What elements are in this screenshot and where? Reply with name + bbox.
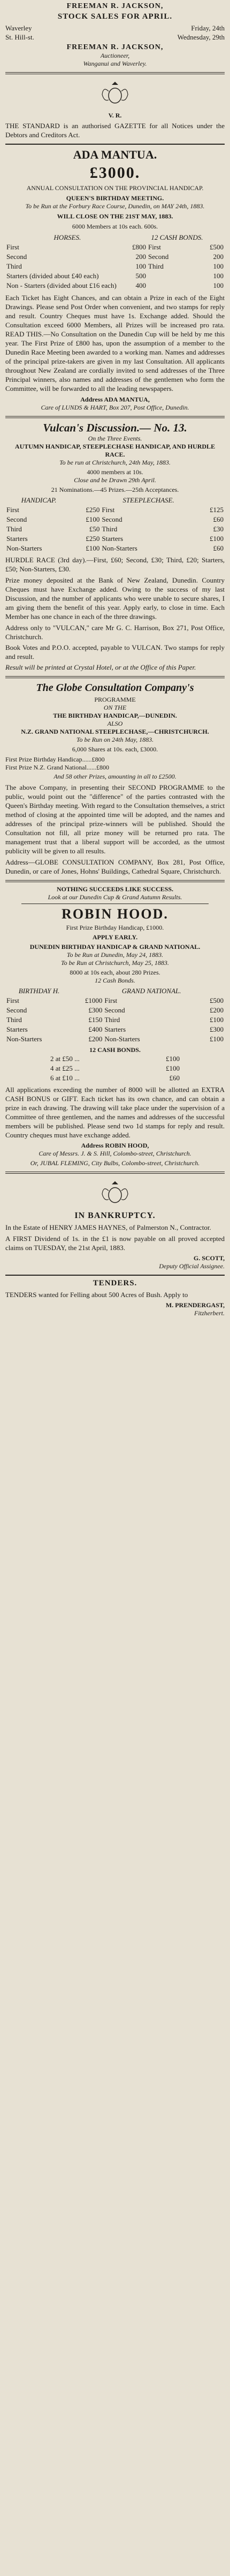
robin-cash: 12 Cash Bonds. <box>95 977 135 984</box>
robin-notice2: Look at our Dunedin Cup & Grand Autumn Results. <box>48 893 182 901</box>
royal-crest-icon <box>99 1180 131 1208</box>
tenders-body: TENDERS wanted for Felling about 500 Acres of Bush. Apply to <box>5 1291 188 1299</box>
globe-title: The Globe Consultation Company's <box>36 682 194 694</box>
robin-event: DUNEDIN BIRTHDAY HANDICAP & GRAND NATIONAL. <box>29 943 201 951</box>
bankruptcy-signer-role: Deputy Official Assignee. <box>159 1262 225 1270</box>
vulcan-members: 4000 members at 10s. <box>87 468 143 476</box>
bankruptcy-signer: G. SCOTT, <box>193 1254 225 1262</box>
globe-event: THE BIRTHDAY HANDICAP,—DUNEDIN. <box>53 712 177 719</box>
bankruptcy-title: IN BANKRUPTCY. <box>74 1211 156 1220</box>
globe-programme: PROGRAMME <box>94 696 136 703</box>
ada-members: 6000 Members at 10s each. 600s. <box>72 223 158 230</box>
table-row: Starters £400 Starters £300 <box>6 1025 224 1033</box>
vulcan-note: Book Votes and P.O.O. accepted, payable to VULCAN. Two stamps for reply and result. <box>5 643 225 661</box>
globe-second: First Prize N.Z. Grand National......£800 <box>5 764 109 771</box>
globe-body: The above Company, in presenting their SECOND PROGRAMME to the public, would point out the "difference" of the parties contrasted with the Queen's Birthday meeting. With regard to the Consultation themselves, a strict method of closing at the appointed time will be adopted, and the names and addresses of the principal prize-winners will be published. Should the Consultation not fill, all prize money will be returned pro rata. The management trust that a liberal support will be accorded, as the utmost publicity will be given to all results. <box>5 783 225 855</box>
globe-shares: 6,000 Shares at 10s. each, £3000. <box>72 745 158 753</box>
table-row: Second £100 Second £60 <box>6 515 224 523</box>
bankruptcy-notice <box>5 1174 225 1276</box>
vulcan-cert: Result will be printed at Crystal Hotel, or at the Office of this Paper. <box>5 663 196 671</box>
jackson-advert <box>5 0 225 74</box>
table-row: Non-Starters £100 Non-Starters £60 <box>6 544 224 552</box>
robin-agent: Or, JUBAL FLEMING, City Bulbs, Colombo-street, Christchurch. <box>30 1159 200 1167</box>
robin-title: ROBIN HOOD. <box>62 906 168 922</box>
globe-total: And 58 other Prizes, amounting in all to £2500. <box>53 773 177 780</box>
table-row: Non-Starters £200 Non-Starters £100 <box>6 1035 224 1043</box>
vulcan-hurdle: HURDLE RACE (3rd day).—First, £60; Second, £30; Third, £20; Starters, £50; Non-Starters, £30. <box>5 556 225 573</box>
robin-notice: NOTHING SUCCEEDS LIKE SUCCESS. <box>56 885 174 893</box>
robin-address2: Care of Messrs. J. & S. Hill, Colombo-street, Christchurch. <box>39 1150 191 1157</box>
ada-meeting-detail: To be Run at the Forbury Race Course, Dunedin, on MAY 24th, 1883. <box>25 202 205 210</box>
robin-christchurch: To be Run at Christchurch, May 25, 1883. <box>61 959 169 967</box>
table-row: Starters (divided about £40 each) 500 100 <box>6 272 224 280</box>
globe-run: To be Run on 24th May, 1883. <box>76 736 154 743</box>
ada-title: ADA MANTUA. <box>73 148 157 161</box>
globe-also: ALSO <box>107 720 123 727</box>
table-row: Starters £250 Starters £100 <box>6 535 224 543</box>
vulcan-address: Address only to "VULCAN," care Mr G. C. Harrison, Box 271, Post Office, Christchurch. <box>5 624 225 641</box>
robin-apply: APPLY EARLY. <box>92 933 138 941</box>
table-row: Non - Starters (divided about £16 each) 400 100 <box>6 281 224 289</box>
robin-body: All applications exceeding the number of 8000 will be allotted an EXTRA CASH BONUS or GIFT. Each ticket has its own chance, and can obtain a prize in each drawing. The drawing will take place under the supervision of a Committee of three gentlemen, and the names and addresses of the successful members will be published. Please send two 1d stamps for reply and result. Country cheques must have exchange added. <box>5 1086 225 1139</box>
table-row: First £250 First £125 <box>6 506 224 514</box>
table-row: 4 at £25 ... £100 <box>50 1064 180 1072</box>
vulcan-advert <box>5 418 225 678</box>
table-row: First £800 First £500 <box>6 243 224 251</box>
sale-row: St. Hill-st. Wednesday, 29th <box>5 33 225 41</box>
table-row: 2 at £50 ... £100 <box>50 1055 180 1063</box>
sale-row: Waverley Friday, 24th <box>5 24 225 32</box>
robin-dunedin: To be Run at Dunedin, May 24, 1883. <box>66 951 164 959</box>
jackson-title: STOCK SALES FOR APRIL. <box>57 12 173 21</box>
robin-first: First Prize Birthday Handicap, £1000. <box>66 924 164 931</box>
vulcan-body: Prize money deposited at the Bank of New Zealand, Dunedin. Country Cheques must have Exchange added. Owing to the success of my last Discussion, and the number of applicants who were unable to secure shares, I am giving them the benefit of this year. Apply early, to close in time. Each Member has one chance in each of the three drawings. <box>5 576 225 621</box>
vr-mark: V. R. <box>108 112 122 119</box>
jackson-role: Auctioneer, <box>100 52 130 59</box>
table-row: Third £150 Third £100 <box>6 1016 224 1024</box>
ada-subtitle: ANNUAL CONSULTATION ON THE PROVINCIAL HANDICAP. <box>26 184 204 192</box>
globe-address: Address—GLOBE CONSULTATION COMPANY, Box 281, Post Office, Dunedin, or care of Jones, Hohns' Buildings, Cathedral Square, Christchurch. <box>5 858 225 875</box>
robin-bonds-title: 12 CASH BONDS. <box>89 1046 141 1054</box>
vulcan-subtitle: On the Three Events. <box>88 435 142 442</box>
tenders-signer: M. PRENDERGAST, <box>165 1301 225 1309</box>
globe-advert <box>5 678 225 882</box>
table-row: Second 200 Second 200 <box>6 253 224 261</box>
globe-on-the: ON THE <box>103 704 127 711</box>
ada-draw: WILL CLOSE ON THE 21ST MAY, 1883. <box>57 213 173 220</box>
globe-event2: N.Z. GRAND NATIONAL STEEPLECHASE,—CHRISTCHURCH. <box>21 728 209 735</box>
vulcan-title: Vulcan's Discussion.— No. 13. <box>43 421 187 434</box>
bankruptcy-body: A FIRST Dividend of 1s. in the £1 is now payable on all proved accepted claims on TUESDAY, the 21st April, 1883. <box>5 1235 225 1252</box>
robin-hood-advert <box>5 882 225 1174</box>
ada-agent-detail: Care of LUNDS & HART, Box 207, Post Office, Dunedin. <box>41 404 189 411</box>
vulcan-nominations: 21 Nominations.—45 Prizes.—25th Acceptances. <box>51 486 179 493</box>
vulcan-event-date: To be run at Christchurch, 24th May, 1883. <box>59 459 171 466</box>
jackson-name: FREEMAN R. JACKSON, <box>66 43 164 51</box>
robin-prize-table: BIRTHDAY H. GRAND NATIONAL. First £1000 First £500 Second £300 Second £200 Third £150 Third £100 Starters £400 Starters £300 Non-Starters £200 Non-Starters £100 <box>6 987 224 1043</box>
table-row: Second £300 Second £200 <box>6 1006 224 1014</box>
newspaper-page <box>5 0 225 1322</box>
vulcan-event: AUTUMN HANDICAP, STEEPLECHASE HANDICAP, AND HURDLE RACE. <box>14 443 216 458</box>
table-row: Third £50 Third £30 <box>6 525 224 533</box>
tenders-place: Fitzherbert. <box>194 1309 225 1317</box>
royal-crest-icon <box>99 81 131 108</box>
ada-mantua-advert <box>5 145 225 418</box>
robin-bonds-table <box>49 1054 181 1083</box>
ada-agent: Address ADA MANTUA, <box>80 396 150 403</box>
jackson-name-top: FREEMAN R. JACKSON, <box>66 2 164 10</box>
robin-address: Address ROBIN HOOD, <box>81 1142 149 1149</box>
bankruptcy-estate: In the Estate of HENRY JAMES HAYNES, of Palmerston N., Contractor. <box>5 1223 211 1231</box>
tenders-notice <box>5 1276 225 1322</box>
ada-amount: £3000. <box>89 164 141 182</box>
table-row: 6 at £10 ... £60 <box>50 1074 180 1082</box>
vr-notice <box>5 74 225 145</box>
robin-shares: 8000 at 10s each, about 280 Prizes. <box>70 969 160 976</box>
globe-first: First Prize Birthday Handicap......£800 <box>5 756 105 763</box>
jackson-locations: Wanganui and Waverley. <box>83 60 147 67</box>
tenders-title: TENDERS. <box>93 1279 137 1287</box>
vulcan-draw: Close and be Drawn 29th April. <box>74 476 156 484</box>
ada-body: Each Ticket has Eight Chances, and can obtain a Prize in each of the Eight Drawings. Please send Post Order when convenient, and two stamps for reply and result. Country Cheques must have 1s. Exchange added. Should the Consultation exceed 6000 Members, all Prizes will be increased pro rata. READ THIS.—No Consultation on the Dunedin Cup will be held by me this year. The First Prize of £800 has, upon the assumption of a member to the Dunedin Race Meeting been awarded to a working man. Names and addresses of the principal prize-takers are given in my last Consultation. All applicants throughout New Zealand are cordially invited to send addresses of the Three Principal winners, also names and addresses of the gentlemen who form the Committee, will be forwarded to all the leading newspapers. <box>5 294 225 392</box>
vulcan-prize-table: HANDICAP. STEEPLECHASE. First £250 First £125 Second £100 Second £60 Third £50 Third £30 Starters £250 Starters £100 Non-Starters £100 Non-Starters £60 <box>6 496 224 552</box>
table-row: Third 100 Third 100 <box>6 262 224 270</box>
table-row: First £1000 First £500 <box>6 996 224 1004</box>
ada-prize-table: HORSES. 12 CASH BONDS. First £800 First £500 Second 200 Second 200 Third 100 Third 100 Starters (divided about £40 each) 500 100 Non - Starters (divided about £16 each) 400 100 <box>6 233 224 289</box>
ada-meeting: QUEEN'S BIRTHDAY MEETING. <box>66 194 164 202</box>
vr-body: THE STANDARD is an authorised GAZETTE for all Notices under the Debtors and Creditors Act. <box>5 122 225 139</box>
